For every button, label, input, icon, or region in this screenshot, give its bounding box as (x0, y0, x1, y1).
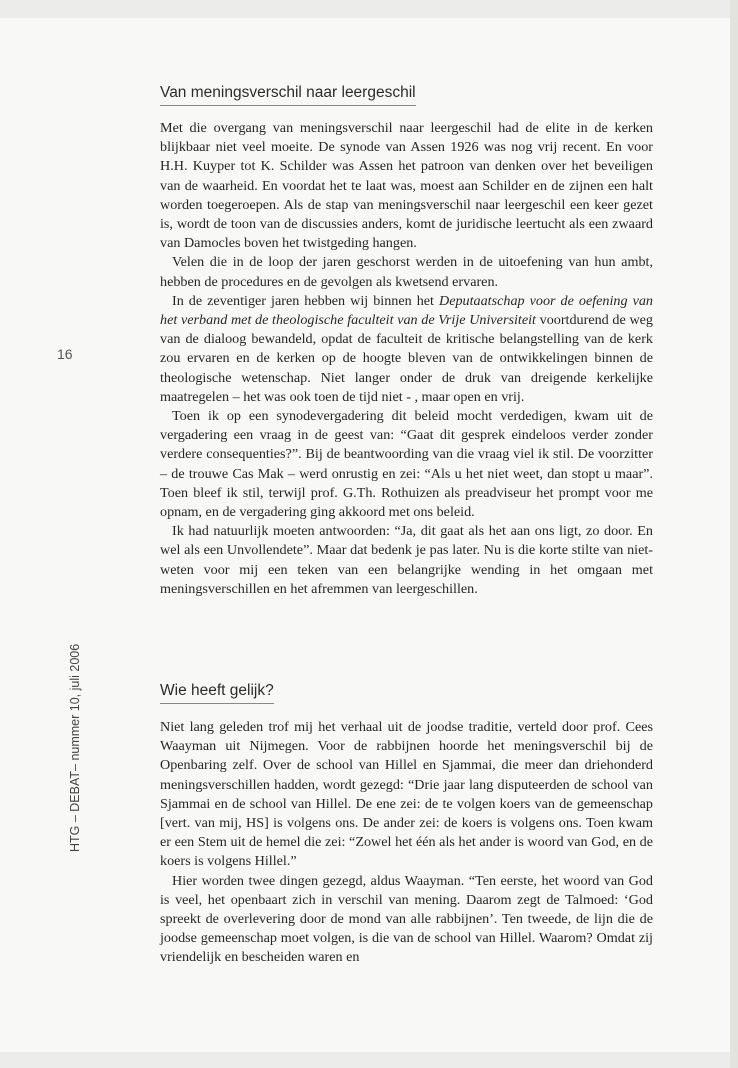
paragraph-text: voortdurend de weg van de dialoog bewandeld, opdat de faculteit de kritische belangstelling van de kerk zou ervaren en de kerken op de hoogte bleven van de ontwikkelingen binnen de theologische wetenschap. Niet langer onder de druk van dreigende kerkelijke maatregelen – het was ook toen de tijd niet - , maar open en vrij. (160, 312, 653, 405)
page-edge (730, 0, 738, 1068)
page (0, 18, 730, 1052)
paragraph: Hier worden twee dingen gezegd, aldus Waayman. “Ten eerste, het woord van God is veel, het openbaart zich in verschil van mening. Daarom zegt de Talmoed: ‘God spreekt de overlevering door de mond van alle rabbijnen’. Ten tweede, de lijn die de joodse gemeenschap moet volgen, is die van de school van Hillel. Waarom? Omdat zij vriendelijk en bescheiden waren en (160, 872, 653, 966)
paragraph: Ik had natuurlijk moeten antwoorden: “Ja, dit gaat als het aan ons ligt, zo door. En wel als een Unvollendete”. Maar dat bedenk je pas later. Nu is die korte stilte van niet-weten voor mij een teken van een belangrijke wending in het omgaan met meningsverschillen en het afremmen van leergeschillen. (160, 523, 653, 597)
section-heading-leergeschil: Van meningsverschil naar leergeschil (160, 84, 416, 106)
page-number: 16 (57, 346, 73, 362)
section-body-leergeschil (160, 119, 653, 599)
paragraph: Met die overgang van meningsverschil naar leergeschil had de elite in de kerken blijkbaar niet veel moeite. De synode van Assen 1926 was nog vrij recent. En voor H.H. Kuyper tot K. Schilder was Assen het patroon van denken over het beveiligen van de waarheid. En voordat het te laat was, moest aan Schilder en de zijnen een halt worden toegeroepen. Als de stap van meningsverschil naar leergeschil een keer gezet is, wordt de toon van de discussies anders, komt de juridische leertucht als een zwaard van Damocles boven het twistgeding hangen. (160, 120, 653, 252)
paragraph-text: In de zeventiger jaren hebben wij binnen het (172, 292, 439, 309)
paragraph-italic: Deputaatschap voor de oefening van het verband met de theologische faculteit van de Vrije Universiteit (160, 292, 653, 329)
section-heading-wie-heeft-gelijk: Wie heeft gelijk? (160, 682, 274, 704)
section-body-wie-heeft-gelijk (160, 718, 653, 968)
paragraph: Toen ik op een synodevergadering dit beleid mocht verdedigen, kwam uit de vergadering een vraag in de geest van: “Gaat dit gesprek eindeloos verder zonder verdere consequenties?”. Bij de beantwoording van die vraag viel ik stil. De voorzitter – de trouwe Cas Mak – werd onrustig en zei: “Als u het niet weet, dan stopt u maar”. Toen bleef ik stil, terwijl prof. G.Th. Rothuizen als preadviseur het prompt voor me opnam, en de vergadering ging akkoord met ons beleid. (160, 408, 653, 521)
paragraph: Niet lang geleden trof mij het verhaal uit de joodse traditie, verteld door prof. Cees Waayman uit Nijmegen. Voor de rabbijnen hoorde het meningsverschil bij de Openbaring zelf. Over de school van Hillel en Sjammai, die meer dan driehonderd meningsverschillen hadden, wordt gezegd: “Drie jaar lang disputeerden de school van Sjammai en de school van Hillel. De ene zei: de te volgen koers van de gemeenschap [vert. van mij, HS] is volgens ons. De ander zei: de koers is volgens ons. Toen kwam er een Stem uit de hemel die zei: “Zowel het één als het ander is woord van God, en de koers is volgens Hillel.” (160, 719, 653, 870)
paragraph (160, 292, 653, 407)
paragraph: Velen die in de loop der jaren geschorst werden in de uitoefening van hun ambt, hebben de procedures en de gevolgen als kwetsend ervaren. (160, 254, 653, 290)
running-footer-text: HTG – DEBAT– nummer 10, juli 2006 (68, 643, 82, 852)
